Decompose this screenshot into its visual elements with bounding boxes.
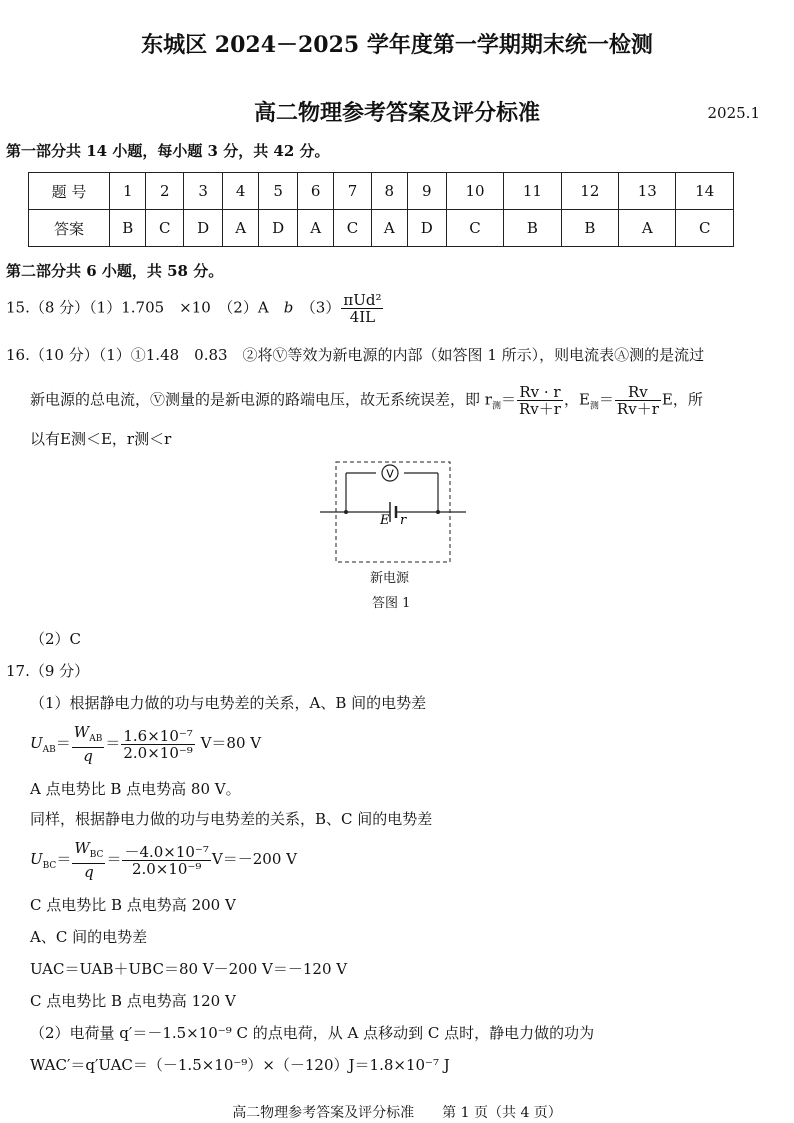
q16-f1-num: Rv · r bbox=[517, 384, 563, 401]
q17-line5: A、C 间的电势差 bbox=[30, 928, 148, 946]
q17-line8: （2）电荷量 q′＝－1.5×10⁻⁹ C 的点电荷，从 A 点移动到 C 点时，静电力做的功为 bbox=[30, 1024, 595, 1042]
q17-line6: UAC＝UAB＋UBC＝80 V－200 V＝－120 V bbox=[30, 960, 348, 978]
q16-f2-num: Rv bbox=[615, 384, 661, 401]
q17-eq1-den: 2.0×10⁻⁹ bbox=[123, 743, 193, 762]
q16-line3: 以有E测＜E，r测＜r bbox=[30, 430, 172, 448]
answer-row bbox=[29, 210, 734, 247]
circuit-diagram bbox=[320, 460, 470, 565]
document-date: 2025.1 bbox=[707, 104, 760, 122]
q15-b: b bbox=[283, 298, 294, 317]
answer-cell: D bbox=[407, 210, 446, 247]
question-number-cell: 13 bbox=[619, 173, 676, 210]
answer-table bbox=[28, 172, 734, 247]
voltmeter-label: V bbox=[386, 467, 394, 481]
question-number-cell: 6 bbox=[298, 173, 334, 210]
q16-fraction-e bbox=[615, 384, 661, 417]
emf-label: E bbox=[380, 513, 390, 528]
q15-mid: （3） bbox=[293, 298, 341, 317]
q16-f1-den: Rv＋r bbox=[518, 400, 561, 418]
q16-line2-b: ，E bbox=[563, 390, 590, 409]
q16-sub-measured: 测 bbox=[491, 401, 501, 412]
question-number-cell: 2 bbox=[146, 173, 184, 210]
q16-line1: 16.（10 分）（1）①1.48 0.83 ②将Ⓥ等效为新电源的内部（如答图 1 所示），则电流表Ⓐ测的是流过 bbox=[6, 346, 705, 364]
question-number-cell: 9 bbox=[407, 173, 446, 210]
q17-eq2-num: －4.0×10⁻⁷ bbox=[124, 842, 209, 861]
part2-heading: 第二部分共 6 小题，共 58 分。 bbox=[6, 262, 224, 280]
row-label-question: 题 号 bbox=[29, 173, 110, 210]
q17-eq2-den: 2.0×10⁻⁹ bbox=[131, 859, 202, 878]
answer-cell: A bbox=[371, 210, 407, 247]
q17-line7: C 点电势比 B 点电势高 120 V bbox=[30, 992, 236, 1010]
q17-eq1-fraction bbox=[121, 728, 194, 761]
answer-cell: A bbox=[223, 210, 259, 247]
question-number-cell: 12 bbox=[561, 173, 618, 210]
q17-line2: A 点电势比 B 点电势高 80 V。 bbox=[30, 780, 241, 798]
internal-resistance-label: r bbox=[400, 513, 407, 528]
question-number-row bbox=[29, 173, 734, 210]
q17-line3: 同样，根据静电力做的功与电势差的关系，B、C 间的电势差 bbox=[30, 810, 433, 828]
q16-fraction-r bbox=[517, 384, 563, 417]
q17-eq1-num: 1.6×10⁻⁷ bbox=[123, 726, 193, 745]
question-number-cell: 14 bbox=[676, 173, 734, 210]
junction-right bbox=[436, 510, 440, 514]
q17-eq2: $U_{BC}=$ $\frac{W_{BC}}{q}$ ＝ $\frac{\text{－4.0×10⁻⁷}}{\text{2.0×10⁻⁹}}$ V＝－200 V bbox=[30, 839, 297, 881]
figure-caption: 答图 1 bbox=[372, 596, 411, 611]
q17-eq2-result: V＝－200 V bbox=[211, 850, 297, 868]
q15-denominator: 4IL bbox=[349, 308, 376, 326]
q15-prefix: 15.（8 分）（1）1.705 ×10 （2）A bbox=[6, 298, 284, 317]
answer-cell: C bbox=[146, 210, 184, 247]
q15-fraction bbox=[341, 292, 383, 325]
document-title: 东城区 2024－2025 学年度第一学期期末统一检测 bbox=[141, 32, 653, 58]
question-number-cell: 11 bbox=[504, 173, 561, 210]
page-footer: 高二物理参考答案及评分标准 第 1 页（共 4 页） bbox=[232, 1105, 562, 1121]
q16-part2: （2）C bbox=[30, 630, 82, 648]
q15-numerator: πUd² bbox=[343, 291, 382, 309]
question-number-cell: 4 bbox=[223, 173, 259, 210]
q16-line2 bbox=[30, 384, 703, 417]
q16-eq-2: ＝ bbox=[598, 390, 614, 409]
q15-answer bbox=[6, 292, 384, 325]
q17-line4: C 点电势比 B 点电势高 200 V bbox=[30, 896, 236, 914]
answer-cell: D bbox=[259, 210, 298, 247]
q16-eq: ＝ bbox=[500, 390, 516, 409]
q17-eq1: $U_{AB}=$ $\frac{W_{AB}}{q}$ ＝ $\frac{\text{1.6×10⁻⁷}}{\text{2.0×10⁻⁹}}$ V＝80 V bbox=[30, 723, 262, 765]
question-number-cell: 10 bbox=[446, 173, 503, 210]
question-number-cell: 3 bbox=[184, 173, 223, 210]
figure-label: 新电源 bbox=[370, 571, 410, 586]
q16-line2-c: E，所 bbox=[661, 390, 703, 409]
answer-cell: C bbox=[676, 210, 734, 247]
answer-cell: A bbox=[298, 210, 334, 247]
question-number-cell: 8 bbox=[371, 173, 407, 210]
document-subtitle: 高二物理参考答案及评分标准 bbox=[253, 100, 540, 126]
answer-cell: C bbox=[334, 210, 372, 247]
question-number-cell: 5 bbox=[259, 173, 298, 210]
q16-line2-a: 新电源的总电流，Ⓥ测量的是新电源的路端电压，故无系统误差，即 r bbox=[30, 390, 492, 409]
answer-cell: B bbox=[561, 210, 618, 247]
q16-f2-den: Rv＋r bbox=[616, 400, 659, 418]
question-number-cell: 1 bbox=[110, 173, 146, 210]
q17-line9: WAC′＝q′UAC＝（－1.5×10⁻⁹）×（－120）J＝1.8×10⁻⁷ J bbox=[30, 1056, 450, 1074]
answer-cell: B bbox=[110, 210, 146, 247]
row-label-answer: 答案 bbox=[29, 210, 110, 247]
q17-eq2-fraction bbox=[122, 844, 210, 877]
answer-cell: B bbox=[504, 210, 561, 247]
part1-heading: 第一部分共 14 小题，每小题 3 分，共 42 分。 bbox=[6, 142, 330, 160]
q17-line1: （1）根据静电力做的功与电势差的关系，A、B 间的电势差 bbox=[30, 694, 427, 712]
answer-cell: C bbox=[446, 210, 503, 247]
q17-eq1-result: V＝80 V bbox=[195, 734, 262, 752]
q17-heading: 17.（9 分） bbox=[6, 662, 90, 680]
q16-sub-measured-2: 测 bbox=[589, 401, 599, 412]
answer-cell: A bbox=[619, 210, 676, 247]
answer-cell: D bbox=[184, 210, 223, 247]
junction-left bbox=[344, 510, 348, 514]
question-number-cell: 7 bbox=[334, 173, 372, 210]
